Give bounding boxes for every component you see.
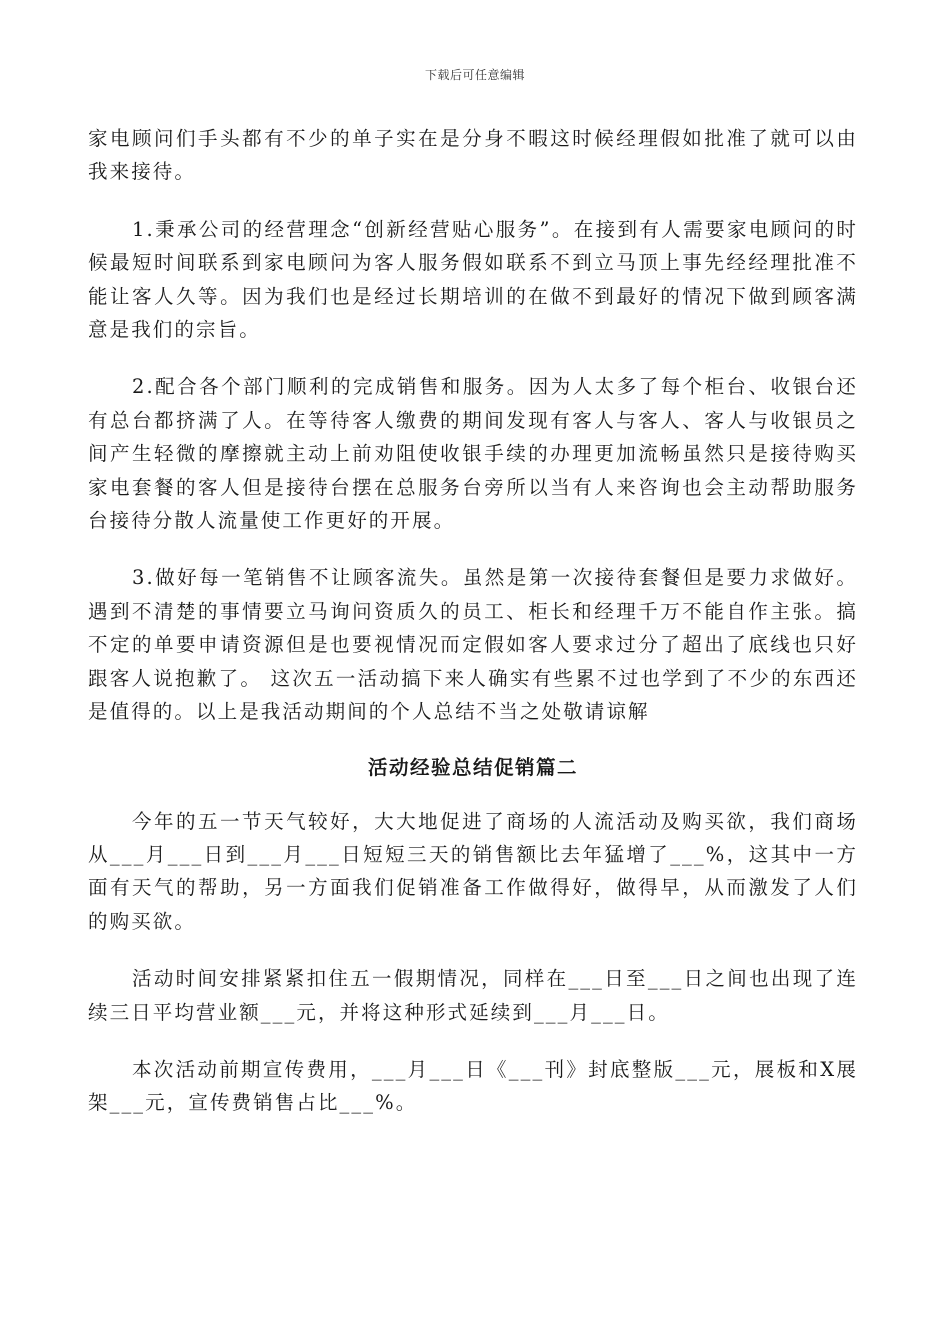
section-paragraph-3: 本次活动前期宣传费用，___月___日《___刊》封底整版___元，展板和X展架___元，宣传费销售占比___%。 (88, 1057, 858, 1115)
section-paragraph-2: 活动时间安排紧紧扣住五一假期情况，同样在___日至___日之间也出现了连续三日平均营业额___元，并将这种形式延续到___月___日。 (88, 967, 858, 1024)
section-paragraph-1: 今年的五一节天气较好，大大地促进了商场的人流活动及购买欲，我们商场从___月___日到___月___日短短三天的销售额比去年猛增了___%，这其中一方面有天气的帮助，另一方面我们促销准备工作做得好，做得早，从而激发了人们的购买欲。 (88, 809, 858, 933)
paragraph-point-3: 3.做好每一笔销售不让顾客流失。虽然是第一次接待套餐但是要力求做好。遇到不清楚的事情要立马询问资质久的员工、柜长和经理千万不能自作主张。搞不定的单要申请资源但是也要视情况而定假如客人要求过分了超出了底线也只好跟客人说抱歉了。 这次五一活动搞下来人确实有些累不过也学到了不少的东西还是值得的。以上是我活动期间的个人总结不当之处敬请谅解 (88, 566, 858, 724)
paragraph-point-1: 1.秉承公司的经营理念“创新经营贴心服务”。在接到有人需要家电顾问的时候最短时间联系到家电顾问为客人服务假如联系不到立马顶上事先经经理批准不能让客人久等。因为我们也是经过长期培训的在做不到最好的情况下做到顾客满意是我们的宗旨。 (88, 217, 858, 342)
document-body (88, 122, 858, 1144)
paragraph-point-2: 2.配合各个部门顺利的完成销售和服务。因为人太多了每个柜台、收银台还有总台都挤满了人。在等待客人缴费的期间发现有客人与客人、客人与收银员之间产生轻微的摩擦就主动上前劝阻使收银手续的办理更加流畅虽然只是接待购买家电套餐的客人但是接待台摆在总服务台旁所以当有人来咨询也会主动帮助服务台接待分散人流量使工作更好的开展。 (88, 375, 858, 533)
paragraph-continuation: 家电顾问们手头都有不少的单子实在是分身不暇这时候经理假如批准了就可以由我来接待。 (88, 127, 858, 184)
section-title: 活动经验总结促销篇二 (367, 755, 578, 779)
page-header-note: 下载后可任意编辑 (424, 68, 525, 82)
